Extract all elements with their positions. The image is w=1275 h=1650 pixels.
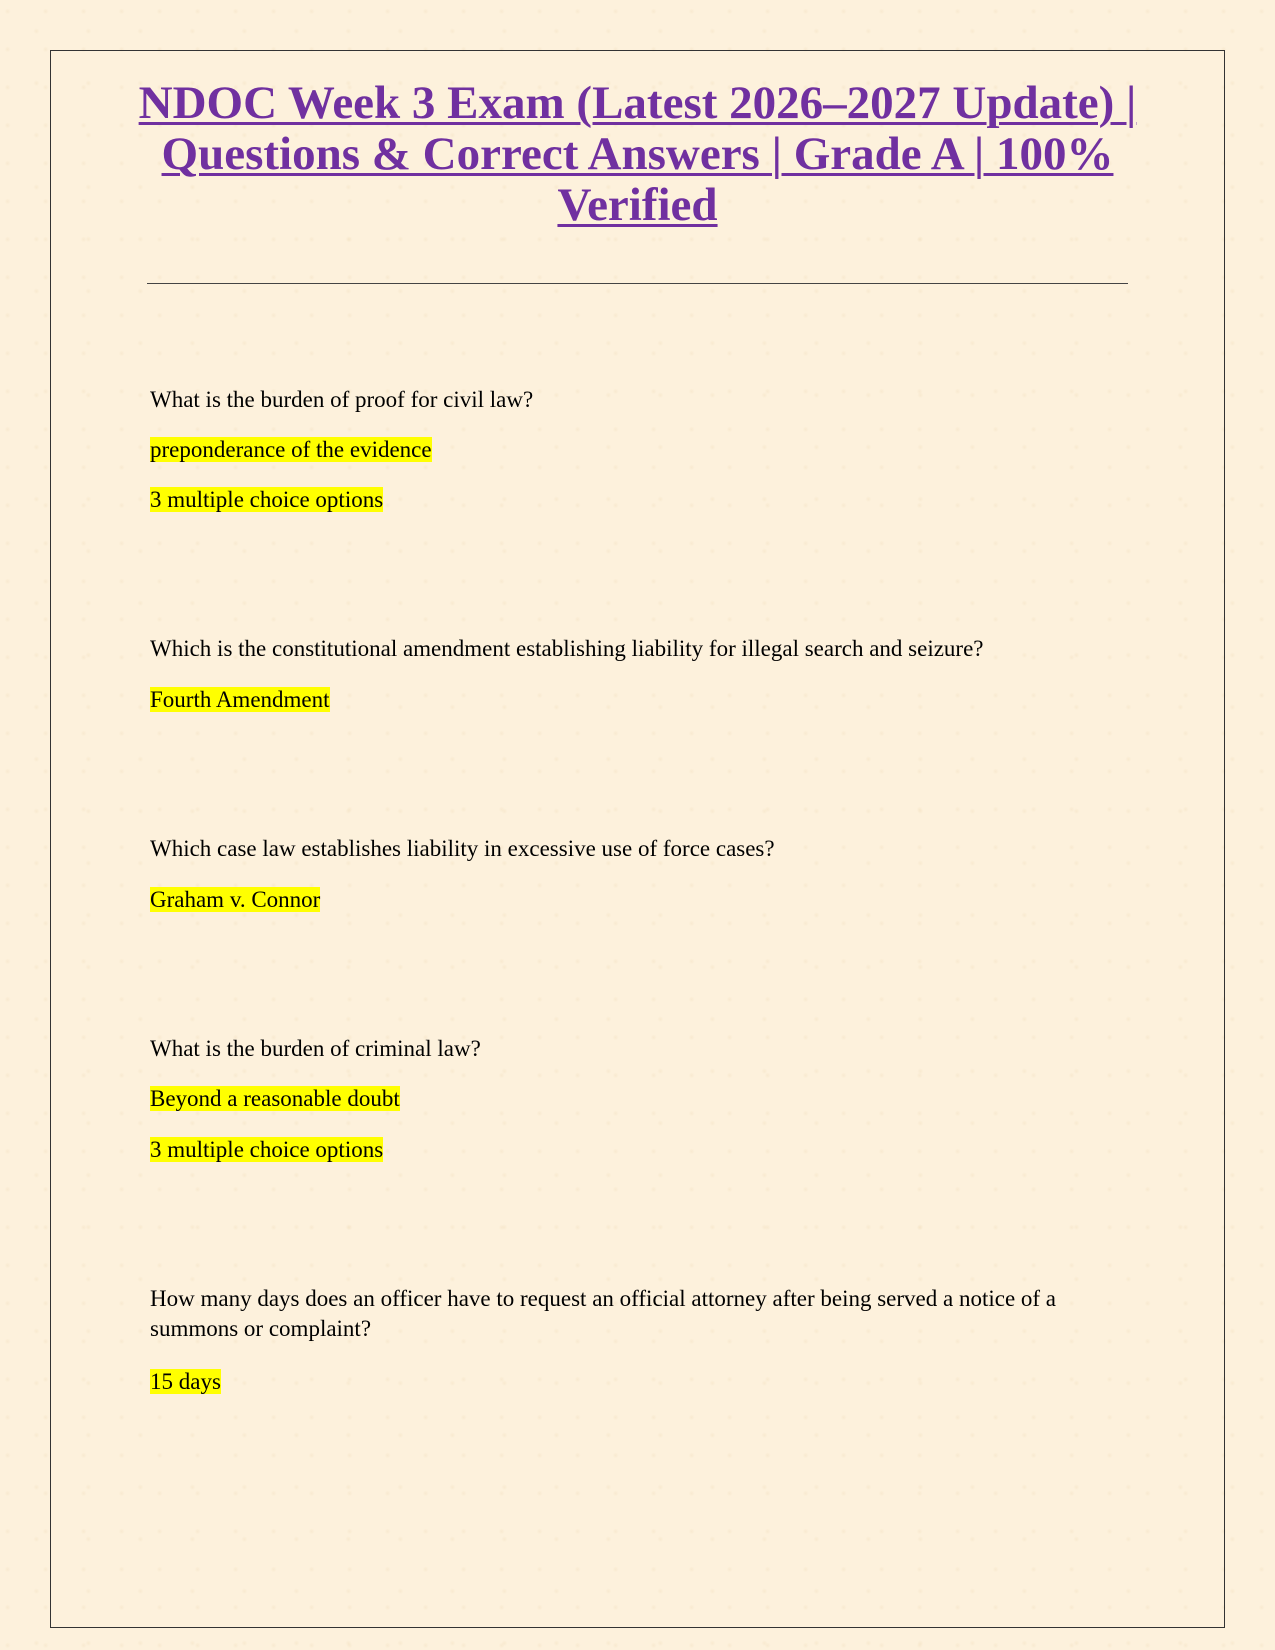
title-divider [147, 283, 1128, 284]
answer-4: Beyond a reasonable doubt [150, 1086, 400, 1111]
document-title: NDOC Week 3 Exam (Latest 2026–2027 Update) | Questions & Correct Answers | Grade A | 100% Verified [138, 77, 1137, 231]
question-5: How many days does an officer have to request an official attorney after being served a notice of a summons or complaint? [150, 1286, 1057, 1341]
answer-5: 15 days [150, 1369, 221, 1394]
answer-1-note: 3 multiple choice options [150, 487, 384, 512]
question-2: Which is the constitutional amendment establishing liability for illegal search and seizure? [150, 636, 984, 661]
answer-2: Fourth Amendment [150, 687, 330, 712]
answer-4-note: 3 multiple choice options [150, 1137, 384, 1162]
answer-1: preponderance of the evidence [150, 437, 432, 462]
question-1: What is the burden of proof for civil law? [150, 387, 534, 412]
question-3: Which case law establishes liability in excessive use of force cases? [150, 836, 775, 861]
answer-3: Graham v. Connor [150, 887, 321, 912]
question-4: What is the burden of criminal law? [150, 1036, 481, 1061]
